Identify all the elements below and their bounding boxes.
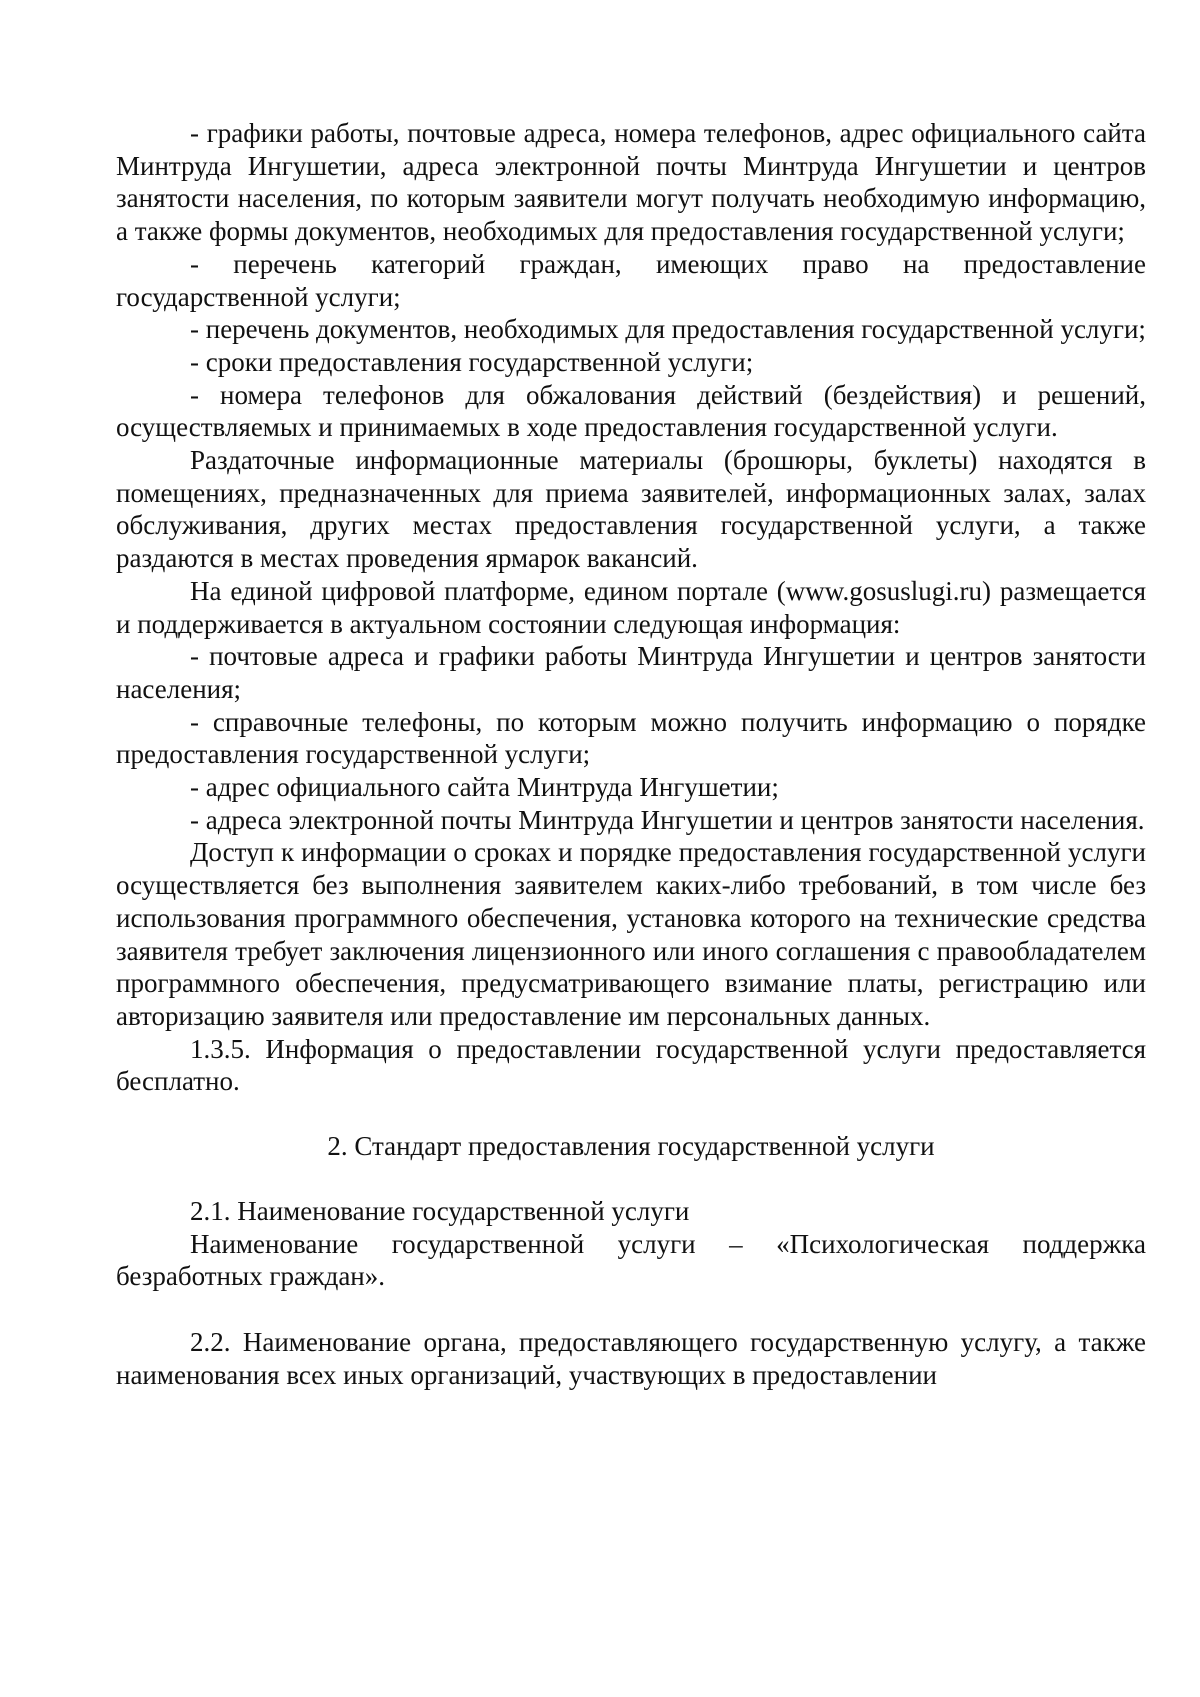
paragraph-handout-materials: Раздаточные информационные материалы (брошюры, буклеты) находятся в помещениях, предназначенных для приема заявителей, информационных залах, залах обслуживания, других местах предоставления государственной услуги, а также раздаются в местах проведения ярмарок вакансий. xyxy=(116,445,1146,574)
document-page xyxy=(116,117,1146,1391)
list-item-appeal-phones: - номера телефонов для обжалования действий (бездействия) и решений, осуществляемых и принимаемых в ходе предоставления государственной услуги. xyxy=(116,379,1146,443)
list-item-citizen-categories: - перечень категорий граждан, имеющих право на предоставление государственной услуги; xyxy=(116,248,1146,312)
subsection-2-2-text: 2.2. Наименование органа, предоставляющего государственную услугу, а также наименования всех иных организаций, участвующих в предоставлении xyxy=(116,1326,1146,1390)
list-item-documents: - перечень документов, необходимых для предоставления государственной услуги; xyxy=(190,314,1146,345)
paragraph-1-3-5: 1.3.5. Информация о предоставлении государственной услуги предоставляется бесплатно. xyxy=(116,1033,1146,1097)
subsection-2-1-text: Наименование государственной услуги – «Психологическая поддержка безработных граждан». xyxy=(116,1228,1146,1292)
list-item-postal-addresses: - почтовые адреса и графики работы Минтруда Ингушетии и центров занятости населения; xyxy=(116,641,1146,704)
paragraph-portal-info: На единой цифровой платформе, едином портале (www.gosuslugi.ru) размещается и поддерживается в актуальном состоянии следующая информация: xyxy=(116,575,1146,639)
list-item-deadlines: - сроки предоставления государственной услуги; xyxy=(190,346,754,377)
list-item-email-addresses: - адреса электронной почты Минтруда Ингушетии и центров занятости населения. xyxy=(190,804,1145,835)
spacer xyxy=(116,1098,1146,1130)
list-item-reference-phones: - справочные телефоны, по которым можно получить информацию о порядке предоставления государственной услуги; xyxy=(116,706,1146,770)
list-item-website-address: - адрес официального сайта Минтруда Ингушетии; xyxy=(190,772,779,803)
subsection-2-1-title: 2.1. Наименование государственной услуги xyxy=(190,1195,690,1226)
spacer xyxy=(116,1163,1146,1195)
list-item-schedules: - графики работы, почтовые адреса, номера телефонов, адрес официального сайта Минтруда Ингушетии, адреса электронной почты Минтруда Ингушетии и центров занятости населения, по которым заявители могут получать необходимую информацию, а также формы документов, необходимых для предоставления государственной услуги; xyxy=(116,118,1146,247)
section-heading: 2. Стандарт предоставления государственной услуги xyxy=(327,1131,935,1162)
spacer xyxy=(116,1293,1146,1326)
paragraph-access-info: Доступ к информации о сроках и порядке предоставления государственной услуги осуществляется без выполнения заявителем каких-либо требований, в том числе без использования программного обеспечения, установка которого на технические средства заявителя требует заключения лицензионного или иного соглашения с правообладателем программного обеспечения, предусматривающего взимание платы, регистрацию или авторизацию заявителя или предоставление им персональных данных. xyxy=(116,837,1146,1031)
